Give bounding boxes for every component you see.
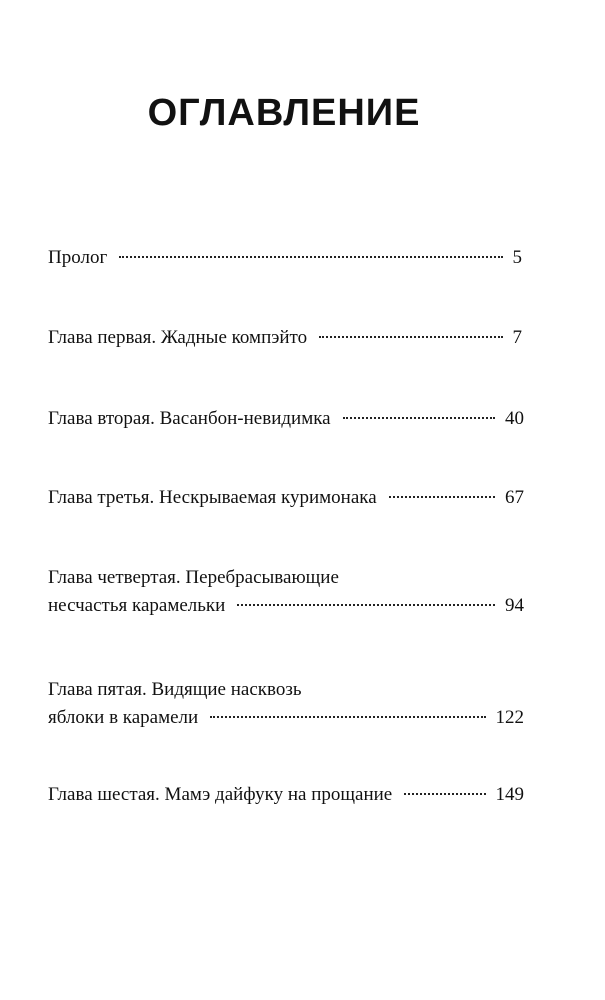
toc-row	[48, 781, 524, 809]
toc-entry-chapter-3	[48, 484, 524, 512]
dot-leader	[389, 496, 495, 498]
toc-page-number: 40	[505, 408, 524, 429]
toc-page-number: 122	[495, 707, 524, 728]
toc-entry-label: Глава шестая. Мамэ дайфуку на прощание	[48, 784, 393, 805]
dot-leader	[237, 604, 495, 606]
toc-entry-label: Глава третья. Нескрываемая куримонака	[48, 487, 377, 508]
toc-page-number: 149	[495, 784, 524, 805]
toc-entry-chapter-1	[48, 324, 524, 352]
toc-entry-label-line1: Глава пятая. Видящие насквозь	[48, 679, 302, 700]
toc-entry-label: Глава первая. Жадные компэйто	[48, 327, 308, 348]
toc-entry-chapter-2	[48, 405, 524, 433]
toc-entry-label: несчастья карамельки	[48, 595, 226, 616]
dot-leader	[210, 716, 485, 718]
toc-page-number: 94	[505, 595, 524, 616]
toc-row	[48, 592, 524, 620]
toc-row	[48, 405, 524, 433]
toc-entry-prologue	[48, 244, 524, 272]
toc-entry-label: яблоки в карамели	[48, 707, 199, 728]
toc-entry-label: Пролог	[48, 247, 108, 268]
toc-entry-label-line1: Глава четвертая. Перебрасывающие	[48, 567, 339, 588]
toc-row	[48, 704, 524, 732]
dot-leader	[319, 336, 502, 338]
dot-leader	[119, 256, 502, 258]
toc-entry-chapter-4	[48, 564, 524, 620]
page-title: ОГЛАВЛЕНИЕ	[147, 92, 421, 134]
toc-page-number: 5	[512, 247, 522, 268]
toc-row	[48, 324, 524, 352]
toc-entry-chapter-5	[48, 676, 524, 732]
toc-page-number: 67	[505, 487, 524, 508]
toc-row	[48, 484, 524, 512]
toc-page-number: 7	[512, 327, 522, 348]
toc-entry-chapter-6	[48, 781, 524, 809]
toc-row	[48, 244, 524, 272]
dot-leader	[343, 417, 495, 419]
dot-leader	[404, 793, 485, 795]
toc-entry-label: Глава вторая. Васанбон-невидимка	[48, 408, 331, 429]
